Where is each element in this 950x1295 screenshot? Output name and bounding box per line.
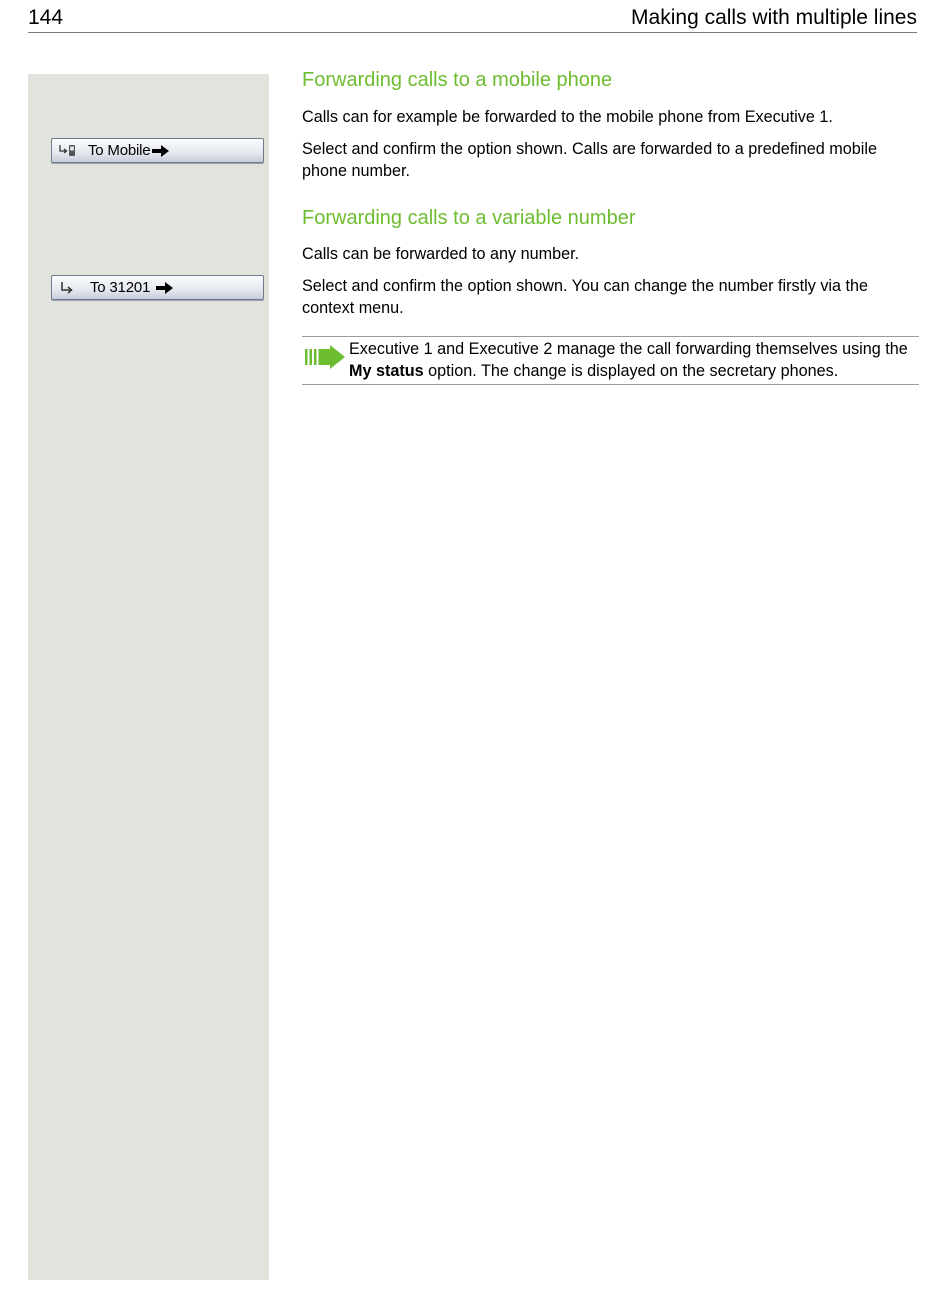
arrow-right-icon — [156, 281, 174, 295]
mobile-intro: Calls can for example be forwarded to the mobile phone from Executive 1. — [302, 108, 833, 126]
page-number: 144 — [28, 6, 64, 29]
forward-arrow-icon — [58, 280, 82, 296]
to-mobile-label: To Mobile — [88, 142, 151, 159]
to-mobile-softkey[interactable] — [51, 138, 264, 163]
header-rule — [28, 32, 917, 33]
running-title: Making calls with multiple lines — [631, 6, 917, 29]
to-number-label: To 31201 — [90, 279, 151, 296]
variable-intro: Calls can be forwarded to any number. — [302, 245, 580, 263]
my-status-term: My status — [349, 361, 424, 380]
note-box — [302, 336, 919, 385]
note-text: Executive 1 and Executive 2 manage the call forwarding themselves using the My status option. The change is displayed on the secretary phones. — [349, 340, 908, 380]
section-heading-mobile: Forwarding calls to a mobile phone — [302, 69, 613, 91]
variable-instruction: Select and confirm the option shown. You can change the number firstly via the context menu. — [302, 277, 869, 317]
side-panel — [28, 74, 269, 1280]
forward-mobile-icon — [58, 143, 82, 159]
arrow-right-icon — [152, 144, 170, 158]
section-heading-variable: Forwarding calls to a variable number — [302, 207, 636, 229]
note-arrow-icon — [304, 345, 346, 369]
to-number-softkey[interactable] — [51, 275, 264, 300]
mobile-instruction: Select and confirm the option shown. Calls are forwarded to a predefined mobile phone number. — [302, 140, 877, 180]
